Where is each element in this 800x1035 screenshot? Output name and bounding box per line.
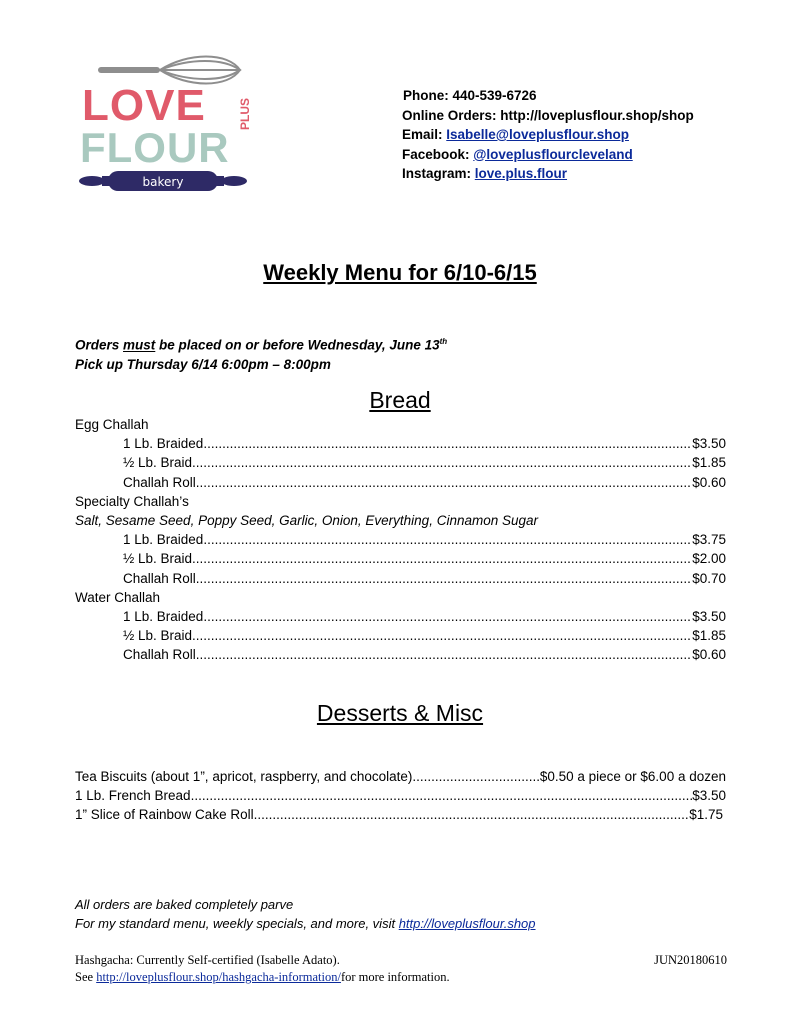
item-price: $2.00 (692, 551, 726, 567)
contact-block (402, 86, 694, 184)
item-price: $3.50 (692, 608, 726, 624)
instagram-label: Instagram: (402, 166, 475, 181)
parve-note: All orders are baked completely parve (75, 897, 294, 912)
facebook-line (402, 145, 694, 165)
menu-item (75, 530, 726, 549)
item-name: ½ Lb. Braid (123, 455, 193, 471)
menu-item (75, 549, 726, 568)
leader-dots (203, 530, 692, 549)
pickup-line: Pick up Thursday 6/14 6:00pm – 8:00pm (75, 357, 331, 372)
item-name: 1 Lb. French Bread (75, 788, 191, 804)
item-price: $0.60 (692, 647, 726, 663)
item-name: 1 Lb. Braided (123, 532, 204, 548)
email-label: Email: (402, 127, 447, 142)
item-name: 1 Lb. Braided (123, 436, 204, 452)
menu-item (75, 767, 726, 786)
item-name: Challah Roll (123, 570, 196, 586)
order-deadline-line (75, 332, 447, 355)
leader-dots (203, 607, 692, 626)
leader-dots (192, 549, 692, 568)
leader-dots (196, 569, 692, 588)
group-name: Water Challah (75, 589, 161, 605)
hashgacha-more: for more information. (340, 970, 450, 984)
logo-flour-text: FLOUR (80, 124, 230, 171)
bread-heading: Bread (369, 387, 431, 413)
menu-item (75, 626, 726, 645)
website-link[interactable]: http://loveplusflour.shop (398, 916, 536, 931)
leader-dots (196, 473, 692, 492)
facebook-link[interactable]: @loveplusflourcleveland (473, 146, 633, 162)
logo-love-text: LOVE (82, 81, 206, 130)
item-price: $1.75 (689, 807, 723, 823)
group-name: Specialty Challah’s (75, 493, 189, 509)
order-deadline-note (75, 332, 447, 375)
footer-note (75, 895, 536, 933)
logo-bakery-text: bakery (142, 175, 184, 189)
leader-dots (192, 453, 692, 472)
group-name: Egg Challah (75, 417, 149, 432)
visit-line (75, 914, 536, 933)
leader-dots (191, 786, 693, 805)
page-title: Weekly Menu for 6/10-6/15 (263, 260, 537, 285)
menu-item (75, 607, 726, 626)
bread-menu (75, 415, 726, 664)
item-name: Challah Roll (123, 647, 196, 663)
order-must: must (123, 337, 156, 353)
item-price: $3.50 (692, 436, 726, 452)
hashgacha-link-row (75, 969, 727, 986)
menu-item (75, 645, 726, 664)
item-price: $0.60 (692, 474, 726, 490)
online-orders-url[interactable]: http://loveplusflour.shop/shop (500, 107, 694, 123)
whisk-icon (98, 57, 240, 84)
item-name: ½ Lb. Braid (123, 551, 193, 567)
hashgacha-status: Hashgacha: Currently Self-certified (Isabelle Adato). (75, 953, 340, 967)
order-pre: Orders (75, 337, 124, 353)
order-sup: th (439, 337, 448, 346)
flavor-note: Salt, Sesame Seed, Poppy Seed, Garlic, Onion, Everything, Cinnamon Sugar (75, 512, 539, 528)
visit-text: For my standard menu, weekly specials, and more, visit (75, 916, 399, 931)
hashgacha-info (75, 952, 727, 986)
facebook-label: Facebook: (402, 146, 474, 162)
item-price: $3.75 (692, 532, 726, 548)
item-price: $0.70 (692, 570, 726, 586)
menu-item (75, 453, 726, 472)
hashgacha-row (75, 952, 727, 969)
menu-item (75, 805, 723, 824)
online-orders-label: Online Orders: (402, 107, 501, 123)
bakery-logo (78, 52, 253, 192)
item-price: $3.50 (692, 788, 726, 804)
hashgacha-see: See (75, 970, 97, 984)
desserts-menu (75, 767, 726, 825)
menu-item (75, 473, 726, 492)
email-line (402, 125, 694, 145)
menu-item (75, 569, 726, 588)
item-price: $1.85 (692, 455, 726, 471)
order-post: be placed on or before Wednesday, June 13 (155, 337, 440, 353)
online-orders-line (402, 106, 694, 126)
logo-plus-text: PLUS (238, 97, 252, 130)
leader-dots (196, 645, 692, 664)
document-code: JUN20180610 (654, 953, 727, 967)
item-name: 1 Lb. Braided (123, 608, 204, 624)
email-link[interactable]: Isabelle@loveplusflour.shop (446, 127, 629, 142)
phone-line: Phone: 440-539-6726 (403, 88, 537, 103)
menu-item (75, 786, 726, 805)
leader-dots (254, 805, 690, 824)
leader-dots (412, 767, 539, 786)
item-name: Challah Roll (123, 474, 196, 490)
item-price: $0.50 a piece or $6.00 a dozen (539, 769, 726, 784)
instagram-line (402, 164, 694, 184)
leader-dots (192, 626, 692, 645)
desserts-heading: Desserts & Misc (316, 700, 484, 726)
item-name: ½ Lb. Braid (123, 628, 193, 644)
leader-dots (203, 434, 692, 453)
item-price: $1.85 (692, 628, 726, 644)
menu-item (75, 434, 726, 453)
item-name: 1” Slice of Rainbow Cake Roll (75, 807, 254, 823)
hashgacha-link[interactable]: http://loveplusflour.shop/hashgacha-information/ (96, 970, 341, 984)
instagram-link[interactable]: love.plus.flour (474, 166, 568, 181)
item-name: Tea Biscuits (about 1”, apricot, raspberry, and chocolate) (75, 769, 413, 784)
